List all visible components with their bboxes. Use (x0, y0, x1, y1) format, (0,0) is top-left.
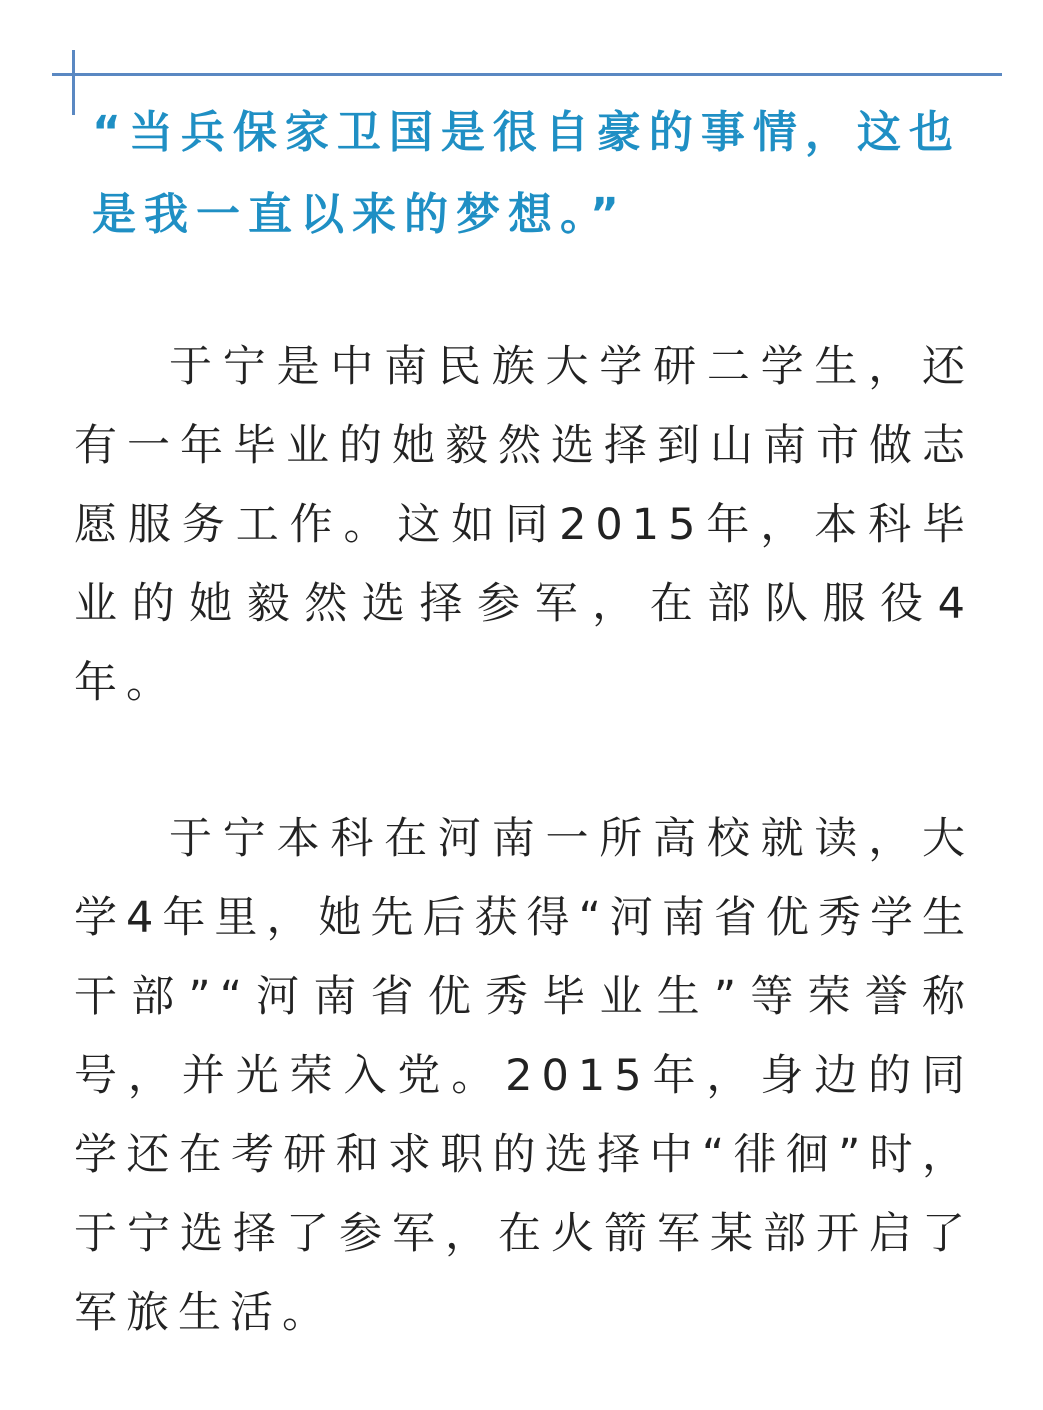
decorative-horizontal-line (52, 73, 1002, 76)
decorative-vertical-line (72, 50, 75, 115)
article-paragraph-2: 于宁本科在河南一所高校就读，大学4年里，她先后获得“河南省优秀学生干部”“河南省优秀毕业生”等荣誉称号，并光荣入党。2015年，身边的同学还在考研和求职的选择中“徘徊”时，于宁选择了参军，在火箭军某部开启了军旅生活。 (74, 814, 974, 1338)
article-paragraph-1: 于宁是中南民族大学研二学生，还有一年毕业的她毅然选择到山南市做志愿服务工作。这如同2015年，本科毕业的她毅然选择参军，在部队服役4年。 (74, 342, 974, 708)
quote-headline: “当兵保家卫国是很自豪的事情，这也是我一直以来的梦想。” (92, 107, 961, 240)
